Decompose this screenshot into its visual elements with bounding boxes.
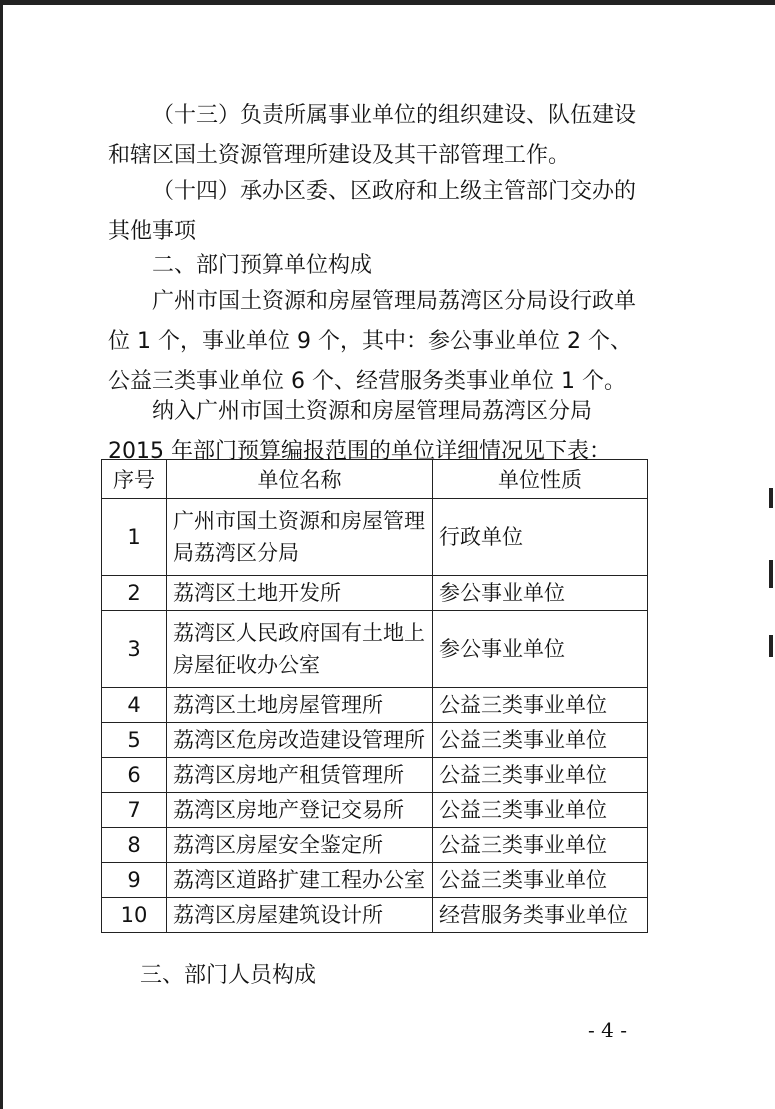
table-row	[102, 863, 648, 898]
table-header-row	[102, 460, 648, 499]
row-number: 2	[102, 576, 167, 611]
table-row	[102, 793, 648, 828]
table-row	[102, 576, 648, 611]
row-number: 3	[102, 611, 167, 688]
row-unit-nature: 公益三类事业单位	[433, 793, 648, 828]
row-unit-name: 荔湾区房屋建筑设计所	[167, 898, 433, 933]
paragraph-item-14: （十四）承办区委、区政府和上级主管部门交办的其他事项	[108, 179, 637, 244]
row-unit-nature: 参公事业单位	[433, 576, 648, 611]
table-row	[102, 688, 648, 723]
row-unit-name: 荔湾区人民政府国有土地上房屋征收办公室	[167, 611, 433, 688]
table-row	[102, 723, 648, 758]
row-unit-nature: 公益三类事业单位	[433, 828, 648, 863]
header-number: 序号	[102, 460, 167, 499]
row-unit-name: 荔湾区道路扩建工程办公室	[167, 863, 433, 898]
row-number: 8	[102, 828, 167, 863]
row-unit-name: 荔湾区房屋安全鉴定所	[167, 828, 433, 863]
unit-table	[101, 459, 648, 933]
row-unit-nature: 公益三类事业单位	[433, 863, 648, 898]
scan-mark	[769, 488, 773, 508]
row-unit-nature: 经营服务类事业单位	[433, 898, 648, 933]
table-row	[102, 611, 648, 688]
table-row	[102, 828, 648, 863]
row-unit-name: 荔湾区房地产租赁管理所	[167, 758, 433, 793]
row-unit-name: 广州市国土资源和房屋管理局荔湾区分局	[167, 499, 433, 576]
row-unit-nature: 行政单位	[433, 499, 648, 576]
table-row	[102, 898, 648, 933]
row-unit-name: 荔湾区危房改造建设管理所	[167, 723, 433, 758]
row-unit-nature: 公益三类事业单位	[433, 688, 648, 723]
paragraph-table-intro: 纳入广州市国土资源和房屋管理局荔湾区分局 2015 年部门预算编报范围的单位详细情况见下表：	[108, 399, 611, 464]
row-unit-nature: 公益三类事业单位	[433, 758, 648, 793]
row-number: 5	[102, 723, 167, 758]
header-unit-nature: 单位性质	[433, 460, 648, 499]
scan-border-top	[0, 0, 775, 5]
row-number: 10	[102, 898, 167, 933]
row-unit-nature: 公益三类事业单位	[433, 723, 648, 758]
row-number: 9	[102, 863, 167, 898]
row-number: 4	[102, 688, 167, 723]
section-2-heading: 二、部门预算单位构成	[152, 253, 373, 278]
row-number: 7	[102, 793, 167, 828]
row-number: 6	[102, 758, 167, 793]
table-row	[102, 499, 648, 576]
table-row	[102, 758, 648, 793]
paragraph-item-13: （十三）负责所属事业单位的组织建设、队伍建设和辖区国土资源管理所建设及其干部管理工作。	[108, 103, 637, 168]
section-3-heading: 三、部门人员构成	[140, 963, 317, 988]
row-unit-name: 荔湾区房地产登记交易所	[167, 793, 433, 828]
header-unit-name: 单位名称	[167, 460, 433, 499]
paragraph-section-2-body: 广州市国土资源和房屋管理局荔湾区分局设行政单位 1 个，事业单位 9 个，其中：参公事业单位 2 个、公益三类事业单位 6 个、经营服务类事业单位 1 个。	[108, 289, 637, 394]
page-number: - 4 -	[588, 1018, 627, 1042]
scan-border-left	[0, 0, 3, 1109]
scan-mark	[769, 635, 773, 657]
row-unit-name: 荔湾区土地开发所	[167, 576, 433, 611]
row-number: 1	[102, 499, 167, 576]
row-unit-nature: 参公事业单位	[433, 611, 648, 688]
row-unit-name: 荔湾区土地房屋管理所	[167, 688, 433, 723]
scan-mark	[769, 560, 773, 588]
